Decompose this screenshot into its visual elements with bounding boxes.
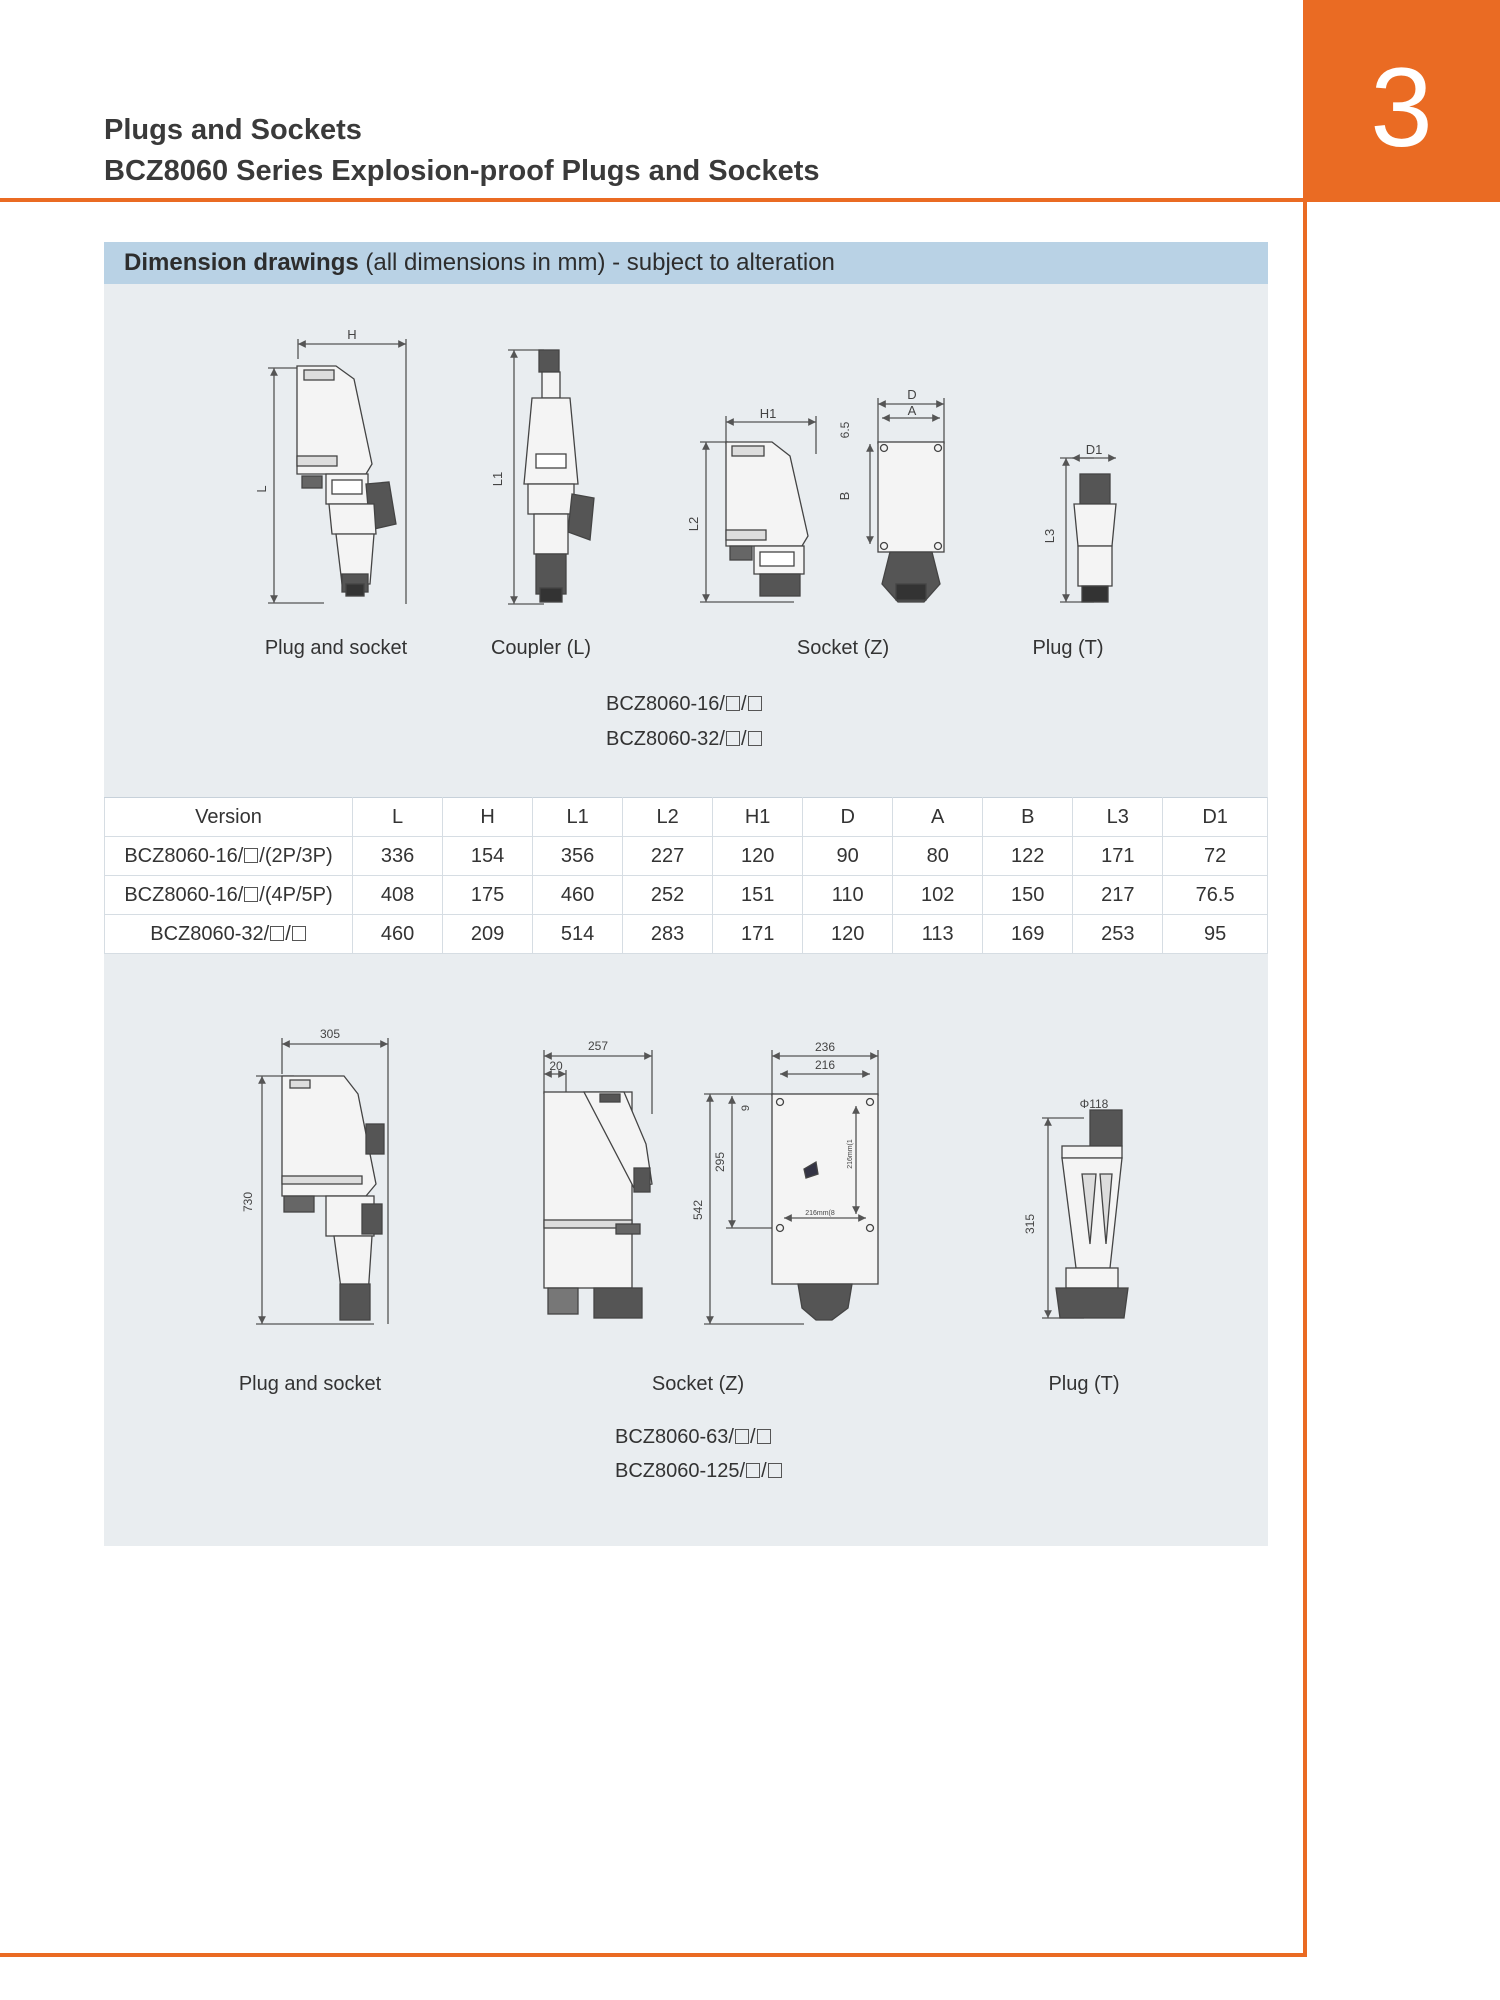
upper-plug-drawing xyxy=(1060,458,1116,602)
page-title: Plugs and Sockets xyxy=(104,114,362,146)
sz2-label-horizontal: 216mm(8 xyxy=(805,1210,835,1217)
table-cell: 175 xyxy=(443,876,533,915)
table-cell: 80 xyxy=(893,837,983,876)
upper-model-2-prefix: BCZ8060-32/ xyxy=(606,728,725,750)
lower-socket-front-drawing xyxy=(704,1050,878,1324)
caption-plug-and-socket: Plug and socket xyxy=(264,637,408,659)
placeholder-box xyxy=(244,887,258,902)
table-cell: 113 xyxy=(893,915,983,954)
section-heading-bold: Dimension drawings xyxy=(124,249,359,276)
lower-model-2-slash: / xyxy=(761,1460,767,1482)
dim-6-5-label: 6.5 xyxy=(838,421,852,439)
table-cell: 227 xyxy=(623,837,713,876)
sz2-hole-label: 295 xyxy=(713,1151,727,1173)
header-rule xyxy=(0,198,1307,202)
table-cell: 122 xyxy=(983,837,1073,876)
dim-L-label: L xyxy=(254,485,269,493)
chapter-tab xyxy=(1303,0,1500,202)
table-cell: 356 xyxy=(533,837,623,876)
caption-lower-plug: Plug (T) xyxy=(1048,1373,1120,1395)
version-suffix: /(2P/3P) xyxy=(259,844,333,867)
upper-model-1-prefix: BCZ8060-16/ xyxy=(606,693,725,715)
table-header-row xyxy=(105,798,1268,837)
placeholder-box xyxy=(748,731,762,746)
dim-A-label: A xyxy=(907,403,917,418)
dimension-table xyxy=(104,797,1268,954)
table-cell: 252 xyxy=(623,876,713,915)
section-header xyxy=(104,242,1268,284)
lower-model-2-prefix: BCZ8060-125/ xyxy=(615,1460,746,1482)
table-cell: 72 xyxy=(1163,837,1268,876)
version-prefix: BCZ8060-16/ xyxy=(124,844,244,867)
lower-plug-drawing xyxy=(1042,1110,1128,1318)
table-cell: 90 xyxy=(803,837,893,876)
ps-width-label: 305 xyxy=(319,1027,341,1041)
table-cell: 110 xyxy=(803,876,893,915)
sz-offset-label: 20 xyxy=(549,1059,563,1073)
table-cell: 171 xyxy=(713,915,803,954)
caption-coupler: Coupler (L) xyxy=(490,637,592,659)
table-cell: 460 xyxy=(353,915,443,954)
placeholder-box xyxy=(757,1429,771,1444)
table-cell: 217 xyxy=(1073,876,1163,915)
table-row xyxy=(105,876,1268,915)
upper-model-1 xyxy=(606,693,763,716)
table-cell: 150 xyxy=(983,876,1073,915)
dim-B-label: B xyxy=(837,491,852,501)
table-row xyxy=(105,915,1268,954)
version-cell xyxy=(105,876,353,915)
table-cell: 95 xyxy=(1163,915,1268,954)
placeholder-box xyxy=(748,696,762,711)
lower-model-1-prefix: BCZ8060-63/ xyxy=(615,1426,734,1448)
placeholder-box xyxy=(768,1463,782,1478)
table-header-cell: B xyxy=(983,798,1073,837)
table-cell: 151 xyxy=(713,876,803,915)
caption-lower-socket: Socket (Z) xyxy=(651,1373,745,1395)
caption-plug: Plug (T) xyxy=(1032,637,1104,659)
table-cell: 120 xyxy=(803,915,893,954)
table-cell: 102 xyxy=(893,876,983,915)
lower-plug-and-socket-drawing xyxy=(256,1038,388,1324)
table-header-cell: L2 xyxy=(623,798,713,837)
upper-model-2 xyxy=(606,728,763,751)
coupler-drawing xyxy=(508,350,594,604)
version-suffix: / xyxy=(285,922,291,945)
upper-socket-front-drawing xyxy=(870,398,944,602)
upper-model-1-slash: / xyxy=(740,693,747,715)
table-row xyxy=(105,837,1268,876)
dim-H1-label: H1 xyxy=(759,406,777,421)
upper-socket-side-drawing xyxy=(700,416,816,602)
table-header-cell: A xyxy=(893,798,983,837)
lower-model-2 xyxy=(615,1460,783,1483)
side-rule xyxy=(1303,198,1307,1957)
section-heading xyxy=(124,249,835,277)
sz-height-label: 542 xyxy=(691,1199,705,1221)
table-header-cell: H1 xyxy=(713,798,803,837)
dim-L3-label: L3 xyxy=(1042,528,1057,544)
lower-model-1-slash: / xyxy=(749,1426,756,1448)
table-header-cell: D1 xyxy=(1163,798,1268,837)
table-header-cell: L xyxy=(353,798,443,837)
ps-height-label: 730 xyxy=(241,1191,255,1213)
table-cell: 154 xyxy=(443,837,533,876)
sz2-top-label: 9 xyxy=(740,1104,752,1112)
table-header-cell: D xyxy=(803,798,893,837)
placeholder-box xyxy=(726,696,740,711)
sz2-inner-label: 216 xyxy=(814,1058,836,1072)
placeholder-box xyxy=(746,1463,760,1478)
table-header-cell: L1 xyxy=(533,798,623,837)
dim-L2-label: L2 xyxy=(686,516,701,532)
version-suffix: /(4P/5P) xyxy=(259,883,333,906)
table-header-cell: H xyxy=(443,798,533,837)
table-cell: 169 xyxy=(983,915,1073,954)
placeholder-box xyxy=(726,731,740,746)
dim-D-label: D xyxy=(907,387,917,402)
caption-socket: Socket (Z) xyxy=(796,637,890,659)
version-prefix: BCZ8060-32/ xyxy=(150,922,270,945)
lower-socket-side-drawing xyxy=(544,1050,652,1318)
page-subtitle: BCZ8060 Series Explosion-proof Plugs and Sockets xyxy=(104,155,820,187)
table-cell: 253 xyxy=(1073,915,1163,954)
chapter-number: 3 xyxy=(1370,45,1433,170)
pt-dia-label: Φ118 xyxy=(1079,1097,1109,1111)
placeholder-box xyxy=(244,848,258,863)
version-cell xyxy=(105,915,353,954)
version-prefix: BCZ8060-16/ xyxy=(124,883,244,906)
table-cell: 209 xyxy=(443,915,533,954)
footer-rule xyxy=(0,1953,1307,1957)
upper-plug-and-socket-drawing xyxy=(268,339,406,604)
pt-height-label: 315 xyxy=(1023,1213,1037,1235)
dim-D1-label: D1 xyxy=(1085,442,1103,457)
table-cell: 336 xyxy=(353,837,443,876)
table-cell: 460 xyxy=(533,876,623,915)
caption-lower-plug-and-socket: Plug and socket xyxy=(238,1373,382,1395)
placeholder-box xyxy=(270,926,284,941)
table-cell: 76.5 xyxy=(1163,876,1268,915)
table-header-cell: L3 xyxy=(1073,798,1163,837)
version-cell xyxy=(105,837,353,876)
upper-model-2-slash: / xyxy=(740,728,747,750)
table-cell: 120 xyxy=(713,837,803,876)
section-heading-rest: (all dimensions in mm) - subject to alteration xyxy=(358,249,835,276)
lower-model-1 xyxy=(615,1426,772,1449)
dim-L1-label: L1 xyxy=(490,471,505,487)
table-cell: 514 xyxy=(533,915,623,954)
sz-width-label: 257 xyxy=(587,1039,609,1053)
table-header-cell: Version xyxy=(105,798,353,837)
table-cell: 171 xyxy=(1073,837,1163,876)
sz2-label-vertical: 216mm(1 xyxy=(847,1139,854,1169)
placeholder-box xyxy=(292,926,306,941)
dim-H-label: H xyxy=(347,327,357,342)
placeholder-box xyxy=(735,1429,749,1444)
table-cell: 408 xyxy=(353,876,443,915)
sz2-width-label: 236 xyxy=(814,1040,836,1054)
table-cell: 283 xyxy=(623,915,713,954)
